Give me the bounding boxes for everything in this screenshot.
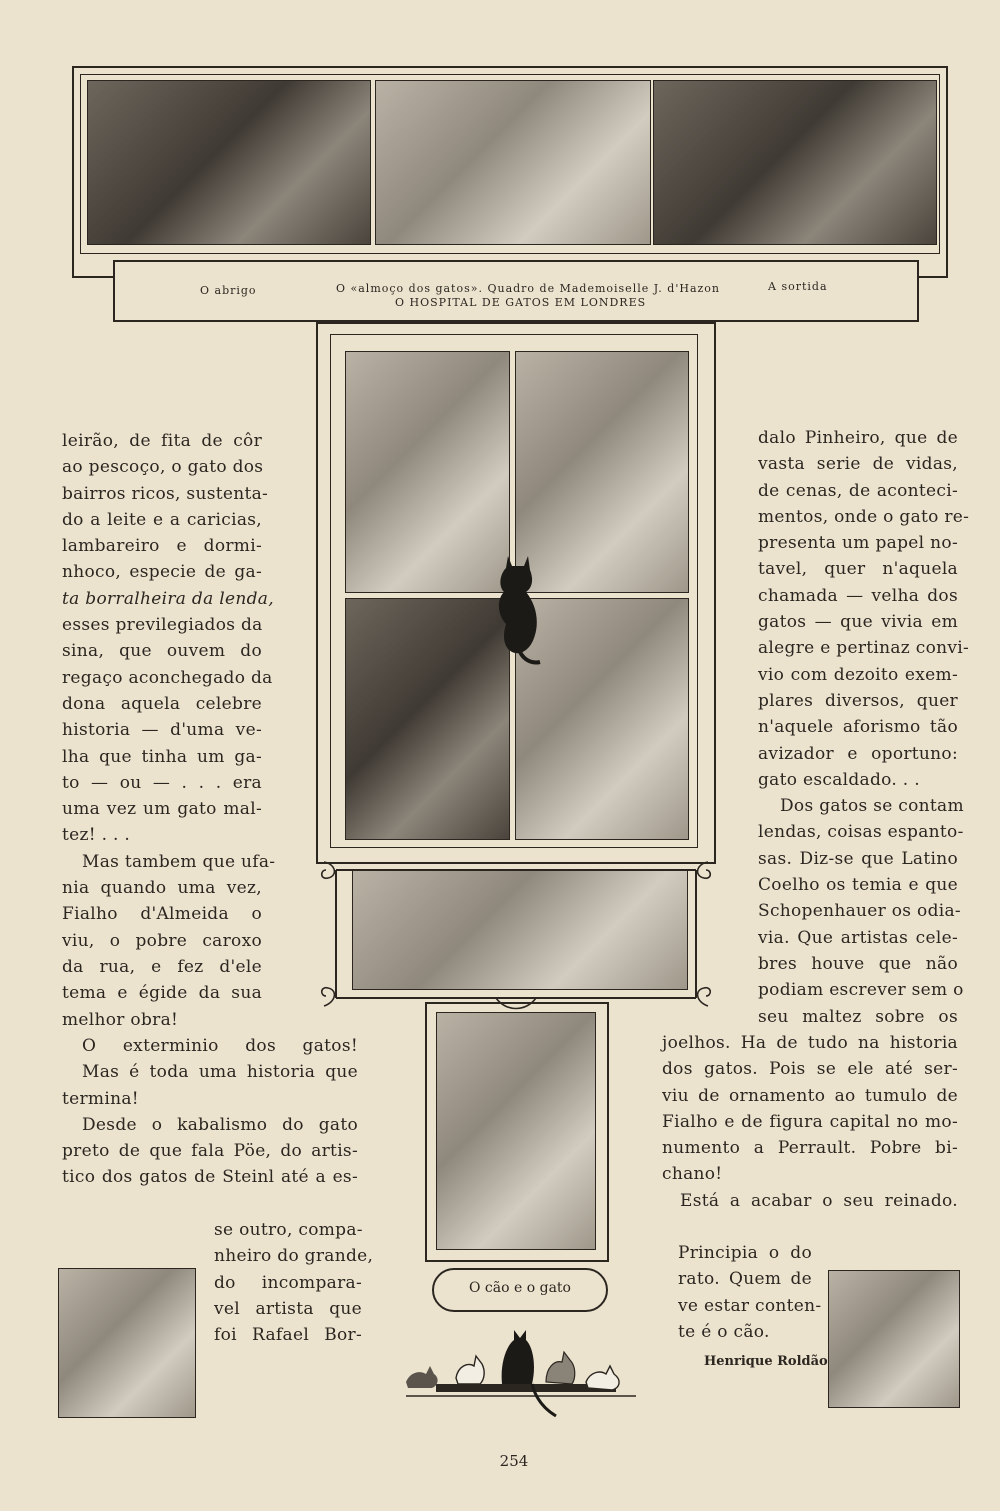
text-line: ve estar conten- <box>678 1295 822 1316</box>
text-line: tez! . . . <box>62 825 131 846</box>
text-line: Coelho os temia e que <box>758 875 958 896</box>
text-line: presenta um papel no- <box>758 533 958 554</box>
text-line: bres houve que não <box>758 953 958 974</box>
text-line: lambareiro e dormi- <box>62 536 262 557</box>
text-line: viu, o pobre caroxo <box>62 930 262 951</box>
text-line: melhor obra! <box>62 1009 179 1030</box>
caption-a-sortida: A sortida <box>768 280 828 293</box>
text-line: leirão, de fita de côr <box>62 431 262 451</box>
text-line: Mas tambem que ufa- <box>82 851 276 872</box>
text-line: Dos gatos se contam <box>780 796 964 817</box>
black-cat-illustration <box>490 552 550 670</box>
text-line: te é o cão. <box>678 1321 770 1342</box>
text-line: vel artista que <box>214 1298 362 1319</box>
cats-in-bed-photo <box>352 870 688 990</box>
text-line: Schopenhauer os odia- <box>758 901 961 922</box>
text-line: alegre e pertinaz convi- <box>758 638 970 659</box>
text-line: dos gatos. Pois se ele até ser- <box>662 1059 958 1080</box>
text-line: dona aquela celebre <box>62 693 262 714</box>
right-text-column-wide <box>662 1030 958 1214</box>
top-right-photo <box>653 80 937 245</box>
caption-hospital-de-gatos: O HOSPITAL DE GATOS EM LONDRES <box>395 296 647 309</box>
text-line: joelhos. Ha de tudo na historia <box>662 1033 958 1053</box>
text-line: do incompara- <box>214 1272 362 1293</box>
text-line: vio com dezoito exem- <box>758 664 958 685</box>
hospital-photo-ward <box>345 598 510 840</box>
text-line: dalo Pinheiro, que de <box>758 428 958 448</box>
text-line: sina, que ouvem do <box>62 641 262 662</box>
text-line: esses previlegiados da <box>62 615 263 636</box>
text-line: avizador e oportuno: <box>758 743 958 764</box>
text-line: ao pescoço, o gato dos <box>62 457 264 478</box>
text-line: vasta serie de vidas, <box>758 454 958 475</box>
text-line: sas. Diz-se que Latino <box>758 848 958 869</box>
text-line: gato escaldado. . . <box>758 769 920 790</box>
text-line: tavel, quer n'aquela <box>758 559 958 580</box>
text-line: nhoco, especie de ga- <box>62 562 262 583</box>
caption-almoco-dos-gatos: O «almoço dos gatos». Quadro de Mademoiselle J. d'Hazon <box>336 282 721 295</box>
cats-on-wall-illustration <box>396 1322 646 1422</box>
caption-o-abrigo: O abrigo <box>200 284 257 297</box>
text-line: da rua, e fez d'ele <box>62 956 262 977</box>
text-line: n'aquele aforismo tão <box>758 717 958 738</box>
text-line: plares diversos, quer <box>758 690 958 711</box>
page-number: 254 <box>499 1452 529 1470</box>
text-line: viu de ornamento ao tumulo de <box>662 1085 958 1106</box>
text-line: numento a Perrault. Pobre bi- <box>662 1138 958 1159</box>
dog-and-cat-caption: O cão e o gato <box>469 1280 571 1296</box>
text-line: via. Que artistas cele- <box>758 927 958 948</box>
hospital-photo-vet <box>345 351 510 593</box>
text-line: mentos, onde o gato re- <box>758 506 970 527</box>
text-line: O exterminio dos gatos! <box>82 1036 358 1056</box>
text-line: gatos — que vivia em <box>758 612 958 633</box>
text-line: nheiro do grande, <box>214 1246 374 1267</box>
text-line: do a leite e a caricias, <box>62 509 262 530</box>
top-left-photo <box>87 80 371 245</box>
text-line: lha que tinha um ga- <box>62 746 262 767</box>
kitten-fishbowl-photo <box>58 1268 196 1418</box>
text-line: seu maltez sobre os <box>758 1006 958 1027</box>
right-text-column-narrow <box>678 1240 822 1345</box>
text-line: tico dos gatos de Steinl até a es- <box>62 1167 358 1188</box>
text-line: nia quando uma vez, <box>62 878 262 899</box>
text-line: chano! <box>662 1164 723 1185</box>
text-line: Desde o kabalismo do gato <box>82 1114 358 1135</box>
text-line: se outro, compa- <box>214 1220 363 1240</box>
text-line: Mas é toda uma historia que <box>82 1062 358 1083</box>
text-line: tema e égide da sua <box>62 983 262 1004</box>
text-line: podiam escrever sem o <box>758 980 964 1001</box>
text-line: chamada — velha dos <box>758 585 958 606</box>
kitten-boot-photo <box>828 1270 960 1408</box>
text-line: bairros ricos, sustenta- <box>62 483 269 504</box>
left-text-column <box>62 428 276 1033</box>
text-line: Fialho e de figura capital no mo- <box>662 1111 958 1132</box>
text-line: preto de que fala Pöe, do artis- <box>62 1141 358 1162</box>
author-signature: Henrique Roldão <box>704 1354 828 1369</box>
text-line: regaço aconchegado da <box>62 667 273 688</box>
text-line: foi Rafael Bor- <box>214 1325 362 1346</box>
text-line: de cenas, de aconteci- <box>758 480 958 501</box>
text-line: rato. Quem de <box>678 1269 812 1290</box>
text-line: ta borralheira da lenda, <box>62 588 274 609</box>
right-text-column <box>758 425 970 1030</box>
left-text-column-narrow <box>214 1217 374 1348</box>
left-text-column-wide <box>62 1033 358 1191</box>
text-line: uma vez um gato mal- <box>62 799 262 820</box>
text-line: to — ou — . . . era <box>62 772 262 793</box>
text-line: Está a acabar o seu reinado. <box>680 1190 958 1211</box>
text-line: lendas, coisas espanto- <box>758 822 964 843</box>
text-line: Principia o do <box>678 1243 812 1263</box>
dog-and-cat-photo <box>436 1012 596 1250</box>
text-line: historia — d'uma ve- <box>62 720 262 741</box>
top-center-photo <box>375 80 651 245</box>
text-line: Fialho d'Almeida o <box>62 904 262 925</box>
text-line: termina! <box>62 1088 139 1109</box>
